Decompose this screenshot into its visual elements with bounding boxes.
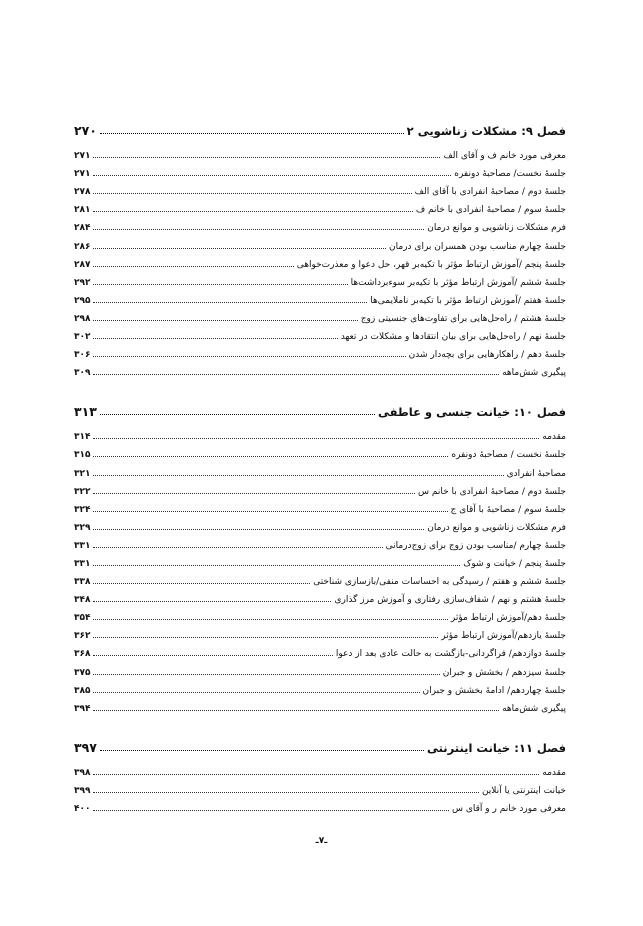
entry-title: جلسهٔ یازدهم/آموزش ارتباط مؤثر bbox=[441, 631, 566, 642]
toc-entry bbox=[74, 497, 566, 515]
entry-page-number: ۳۹۴ bbox=[74, 703, 91, 714]
entry-page-number: ۲۸۷ bbox=[74, 259, 91, 270]
toc-entry bbox=[74, 143, 566, 161]
toc-entry bbox=[74, 515, 566, 533]
toc-entry bbox=[74, 252, 566, 270]
toc-entry bbox=[74, 179, 566, 197]
dot-leader bbox=[93, 438, 539, 439]
entry-page-number: ۳۱۴ bbox=[74, 432, 91, 443]
entry-title: جلسهٔ هشتم / راه‌حل‌هایی برای تفاوت‌های جنسیتی زوج bbox=[360, 313, 566, 324]
toc-entry bbox=[74, 324, 566, 342]
entry-title: جلسهٔ هفتم /آموزش ارتباط مؤثر با تکیه‌بر ناملایمی‌ها bbox=[370, 295, 566, 306]
toc-entry bbox=[74, 270, 566, 288]
toc-entry bbox=[74, 161, 566, 179]
toc-entry bbox=[74, 424, 566, 442]
entry-title: جلسهٔ چهاردهم/ ادامهٔ بخشش و جبران bbox=[422, 685, 566, 696]
entry-title: جلسهٔ دوازدهم/ فراگردانی-بازگشت به حالت عادی بعد از دعوا bbox=[335, 649, 566, 660]
dot-leader bbox=[93, 619, 447, 620]
entry-title: معرفی مورد خانم ف و آقای الف bbox=[443, 151, 566, 162]
dot-leader bbox=[93, 674, 439, 675]
entry-title: جلسهٔ نهم / راه‌حل‌هایی برای بیان انتقادها و مشکلات در تعهد bbox=[340, 332, 566, 343]
chapter-heading bbox=[74, 116, 566, 138]
entry-title: جلسهٔ سوم / مصاحبهٔ با آقای ج bbox=[450, 504, 566, 515]
entry-page-number: ۳۶۲ bbox=[74, 631, 91, 642]
entry-page-number: ۲۷۸ bbox=[74, 187, 91, 198]
dot-leader bbox=[93, 193, 411, 194]
toc-entry bbox=[74, 215, 566, 233]
dot-leader bbox=[93, 637, 438, 638]
toc-entry bbox=[74, 288, 566, 306]
entry-title: جلسهٔ هشتم و نهم / شفاف‌سازی رفتاری و آموزش مرز گذاری bbox=[334, 595, 566, 606]
entry-page-number: ۳۹۸ bbox=[74, 767, 91, 778]
entry-page-number: ۳۳۸ bbox=[74, 577, 91, 588]
entry-title: مقدمه bbox=[542, 767, 566, 778]
dot-leader bbox=[100, 414, 375, 415]
toc-entry bbox=[74, 551, 566, 569]
entry-title: فرم مشکلات زناشویی و موانع درمان bbox=[427, 522, 566, 533]
entry-page-number: ۳۲۹ bbox=[74, 522, 91, 533]
entry-title: جلسهٔ سیزدهم / بخشش و جبران bbox=[442, 667, 566, 678]
entry-page-number: ۳۲۴ bbox=[74, 504, 91, 515]
dot-leader bbox=[93, 211, 412, 212]
toc-entry bbox=[74, 233, 566, 251]
entry-page-number: ۳۴۸ bbox=[74, 595, 91, 606]
dot-leader bbox=[93, 493, 415, 494]
toc-chapter-section bbox=[74, 116, 566, 378]
toc-entry bbox=[74, 197, 566, 215]
toc-entry bbox=[74, 760, 566, 778]
entry-page-number: ۳۵۴ bbox=[74, 613, 91, 624]
dot-leader bbox=[93, 229, 424, 230]
chapter-title: فصل ۱۱: خیانت اینترنتی bbox=[426, 740, 566, 755]
toc-entry bbox=[74, 796, 566, 814]
entry-page-number: ۳۰۲ bbox=[74, 332, 91, 343]
entry-page-number: ۳۰۹ bbox=[74, 368, 91, 379]
entry-title: خیانت اینترنتی یا آنلاین bbox=[481, 785, 566, 796]
entry-page-number: ۲۸۱ bbox=[74, 205, 91, 216]
toc-entry bbox=[74, 342, 566, 360]
dot-leader bbox=[93, 792, 478, 793]
dot-leader bbox=[93, 583, 310, 584]
dot-leader bbox=[93, 565, 460, 566]
toc-entry bbox=[74, 641, 566, 659]
entry-title: جلسهٔ دهم / راهکارهایی برای بچه‌دار شدن bbox=[408, 350, 566, 361]
dot-leader bbox=[93, 374, 499, 375]
entry-page-number: ۲۸۴ bbox=[74, 223, 91, 234]
toc-entry bbox=[74, 659, 566, 677]
entry-page-number: ۳۱۵ bbox=[74, 450, 91, 461]
entry-title: جلسهٔ سوم / مصاحبهٔ انفرادی با خانم ف bbox=[415, 205, 566, 216]
entry-title: مقدمه bbox=[542, 432, 566, 443]
dot-leader bbox=[93, 266, 293, 267]
chapter-heading bbox=[74, 733, 566, 755]
dot-leader bbox=[93, 511, 447, 512]
entry-page-number: ۳۹۹ bbox=[74, 785, 91, 796]
toc-entry bbox=[74, 605, 566, 623]
entry-page-number: ۳۷۵ bbox=[74, 667, 91, 678]
toc-entry bbox=[74, 696, 566, 714]
dot-leader bbox=[93, 157, 440, 158]
entry-title: جلسهٔ چهارم /مناسب بودن زوج برای زوج‌درمانی bbox=[385, 540, 566, 551]
dot-leader bbox=[93, 529, 424, 530]
dot-leader bbox=[93, 692, 419, 693]
dot-leader bbox=[93, 320, 357, 321]
dot-leader bbox=[93, 810, 449, 811]
entry-page-number: ۲۹۵ bbox=[74, 295, 91, 306]
entry-page-number: ۲۹۲ bbox=[74, 277, 91, 288]
entry-page-number: ۳۲۲ bbox=[74, 486, 91, 497]
chapter-title: فصل ۱۰: خیانت جنسی و عاطفی bbox=[378, 405, 566, 420]
chapter-heading bbox=[74, 397, 566, 419]
toc-entry bbox=[74, 678, 566, 696]
dot-leader bbox=[93, 248, 386, 249]
chapter-page-number: ۲۷۰ bbox=[74, 123, 97, 138]
entry-page-number: ۲۹۸ bbox=[74, 313, 91, 324]
dot-leader bbox=[93, 547, 382, 548]
dot-leader bbox=[93, 338, 337, 339]
toc-chapter-section bbox=[74, 397, 566, 714]
toc-chapter-section bbox=[74, 733, 566, 814]
toc-entry bbox=[74, 479, 566, 497]
entry-title: معرفی مورد خانم ر و آقای س bbox=[452, 804, 566, 814]
entry-page-number: ۳۳۱ bbox=[74, 558, 91, 569]
entry-page-number: ۳۰۶ bbox=[74, 350, 91, 361]
entry-title: جلسهٔ نخست/ مصاحبهٔ دونفره bbox=[454, 169, 566, 180]
dot-leader bbox=[93, 356, 405, 357]
entry-title: جلسهٔ پنجم /آموزش ارتباط مؤثر با تکیه‌بر قهر، حل دعوا و معذرت‌خواهی bbox=[296, 259, 566, 270]
dot-leader bbox=[93, 456, 448, 457]
toc-entry bbox=[74, 442, 566, 460]
toc-entry bbox=[74, 306, 566, 324]
dot-leader bbox=[93, 774, 539, 775]
dot-leader bbox=[93, 710, 499, 711]
entry-page-number: ۲۷۱ bbox=[74, 169, 91, 180]
entry-title: جلسهٔ دوم / مصاحبهٔ انفرادی با خانم س bbox=[418, 486, 566, 497]
entry-page-number: ۳۶۸ bbox=[74, 649, 91, 660]
entry-title: جلسهٔ نخست / مصاحبهٔ دونفره bbox=[451, 450, 566, 461]
entry-title: جلسهٔ چهارم مناسب بودن همسران برای درمان bbox=[389, 241, 566, 252]
entry-page-number: ۳۲۱ bbox=[74, 468, 91, 479]
entry-title: جلسهٔ ششم و هفتم / رسیدگی به احساسات منفی/بازسازی شناختی bbox=[313, 577, 566, 588]
toc-entry bbox=[74, 533, 566, 551]
toc-entry bbox=[74, 587, 566, 605]
chapter-page-number: ۳۱۳ bbox=[74, 404, 97, 420]
dot-leader bbox=[93, 655, 332, 656]
entry-title: جلسهٔ دوم / مصاحبهٔ انفرادی با آقای الف bbox=[414, 187, 566, 198]
dot-leader bbox=[93, 601, 331, 602]
entry-title: پیگیری شش‌ماهه bbox=[502, 703, 566, 714]
chapter-page-number: ۳۹۷ bbox=[74, 739, 97, 755]
dot-leader bbox=[100, 133, 404, 134]
dot-leader bbox=[93, 175, 451, 176]
dot-leader bbox=[93, 475, 503, 476]
chapter-title: فصل ۹: مشکلات زناشویی ۲ bbox=[406, 124, 566, 138]
entry-title: جلسهٔ ششم /آموزش ارتباط مؤثر با تکیه‌بر سوءبرداشت‌ها bbox=[350, 277, 566, 288]
entry-page-number: ۳۸۵ bbox=[74, 685, 91, 696]
dot-leader bbox=[100, 750, 424, 751]
entry-page-number: ۳۳۱ bbox=[74, 540, 91, 551]
toc-entry bbox=[74, 778, 566, 796]
entry-title: جلسهٔ دهم/آموزش ارتباط مؤثر bbox=[450, 613, 566, 624]
table-of-contents bbox=[74, 116, 566, 814]
dot-leader bbox=[93, 284, 347, 285]
toc-entry bbox=[74, 569, 566, 587]
toc-entry bbox=[74, 623, 566, 641]
entry-page-number: ۲۷۱ bbox=[74, 151, 91, 162]
entry-title: جلسهٔ پنجم / خیانت و شوک bbox=[463, 558, 566, 569]
toc-entry bbox=[74, 460, 566, 478]
dot-leader bbox=[93, 302, 367, 303]
entry-title: فرم مشکلات زناشویی و موانع درمان bbox=[427, 223, 566, 234]
toc-entry bbox=[74, 360, 566, 378]
entry-title: پیگیری شش‌ماهه bbox=[502, 368, 566, 379]
entry-title: مصاحبهٔ انفرادی bbox=[506, 468, 566, 479]
entry-page-number: ۲۸۶ bbox=[74, 241, 91, 252]
page-number: ـ۷ـ bbox=[315, 836, 328, 846]
entry-page-number: ۴۰۰ bbox=[74, 804, 91, 814]
